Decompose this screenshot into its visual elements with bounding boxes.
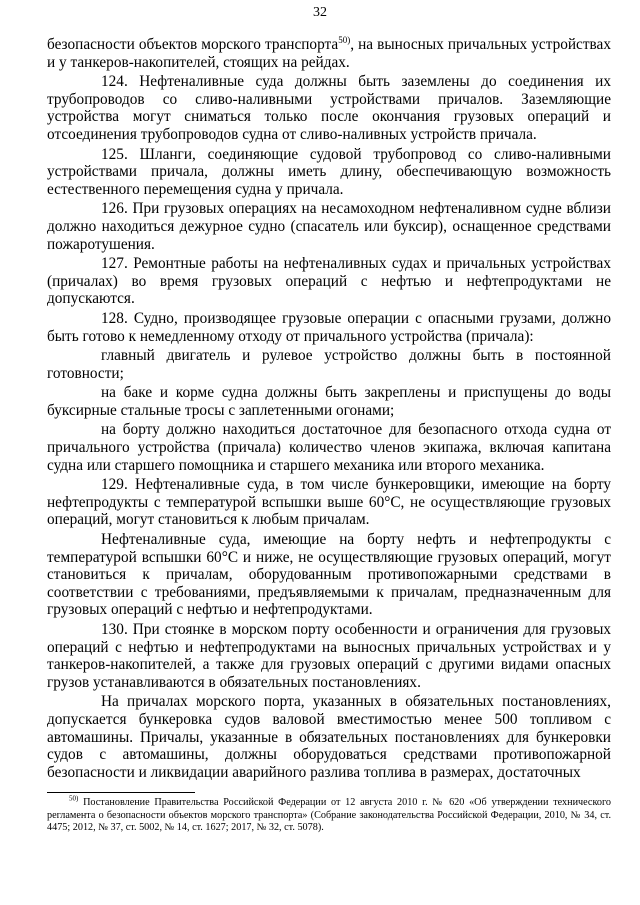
paragraph-130-continued: На причалах морского порта, указанных в обязательных постановлениях, допускается бункеровка судов валовой вместимостью менее 500 топливом с автомашины. Причалы, указанные в обязательных постановлениях для бункеровки судов с автомашины, должны оборудоваться средствами противопожарной безопасности и ликвидации аварийного разлива топлива в размерах, достаточных [47, 693, 611, 781]
page-number: 32 [313, 5, 327, 20]
paragraph-text-tail: , на выносных причальных устройствах и у танкеров-накопителей, стоящих на рейдах. [47, 36, 611, 71]
paragraph-128-item-2: на баке и корме судна должны быть закреплены и приспущены до воды буксирные стальные тросы с заплетенными огонами; [47, 384, 611, 419]
paragraph-125: 125. Шланги, соединяющие судовой трубопровод со сливо-наливными устройствами причала, должны иметь длину, обеспечивающую возможность естественного перемещения судна у причала. [47, 145, 611, 198]
paragraph-128-item-3: на борту должно находиться достаточное для безопасного отхода судна от причального устройства (причала) количество членов экипажа, включая капитана судна или старшего помощника и старшего механика или второго механика. [47, 421, 611, 474]
document-body [47, 36, 611, 783]
paragraph-129-continued: Нефтеналивные суда, имеющие на борту нефть и нефтепродукты с температурой вспышки 60°C и ниже, не осуществляющие грузовых операций, могут становиться к причалам, оборудованным противопожарными средствами в соответствии с требованиями, предъявляемыми к причалам, предназначенным для грузовых операций с нефтью и нефтепродуктами. [47, 531, 611, 619]
footnote-reference: 50) [338, 34, 351, 45]
paragraph-text: безопасности объектов морского транспорта [47, 36, 339, 53]
paragraph-128-item-1: главный двигатель и рулевое устройство должны быть в постоянной готовности; [47, 347, 611, 382]
paragraph-124: 124. Нефтеналивные суда должны быть заземлены до соединения их трубопроводов со сливо-наливными устройствами причалов. Заземляющие устройства могут сниматься только после окончания грузовых операций и отсоединения трубопроводов судна от сливо-наливных устройств причала. [47, 73, 611, 143]
footnote-divider [47, 792, 195, 793]
paragraph-130: 130. При стоянке в морском порту особенности и ограничения для грузовых операций с нефтью и нефтепродуктами на выносных причальных устройствах и у танкеров-накопителей, а также для грузовых операций с другими видами опасных грузов устанавливаются в обязательных постановлениях. [47, 621, 611, 691]
paragraph-127: 127. Ремонтные работы на нефтеналивных судах и причальных устройствах (причалах) во время грузовых операций с нефтью и нефтепродуктами не допускаются. [47, 255, 611, 308]
footnote-text: Постановление Правительства Российской Федерации от 12 августа 2010 г. № 620 «Об утверждении технического регламента о безопасности объектов морского транспорта» (Собрание законодательства Российской Федерации, 2010, № 34, ст. 4475; 2012, № 37, ст. 5002, № 14, ст. 1627; 2017, № 32, ст. 5078). [47, 797, 611, 833]
footnote-marker: 50) [69, 794, 79, 803]
paragraph-129: 129. Нефтеналивные суда, в том числе бункеровщики, имеющие на борту нефтепродукты с температурой вспышки выше 60°C, не осуществляющие грузовых операций, могут становиться к любым причалам. [47, 476, 611, 529]
paragraph-126: 126. При грузовых операциях на несамоходном нефтеналивном судне вблизи должно находиться дежурное судно (спасатель или буксир), оснащенное средствами пожаротушения. [47, 200, 611, 253]
paragraph-continuation [47, 36, 611, 71]
footnote [47, 794, 611, 835]
paragraph-128: 128. Судно, производящее грузовые операции с опасными грузами, должно быть готово к немедленному отходу от причального устройства (причала): [47, 309, 611, 345]
